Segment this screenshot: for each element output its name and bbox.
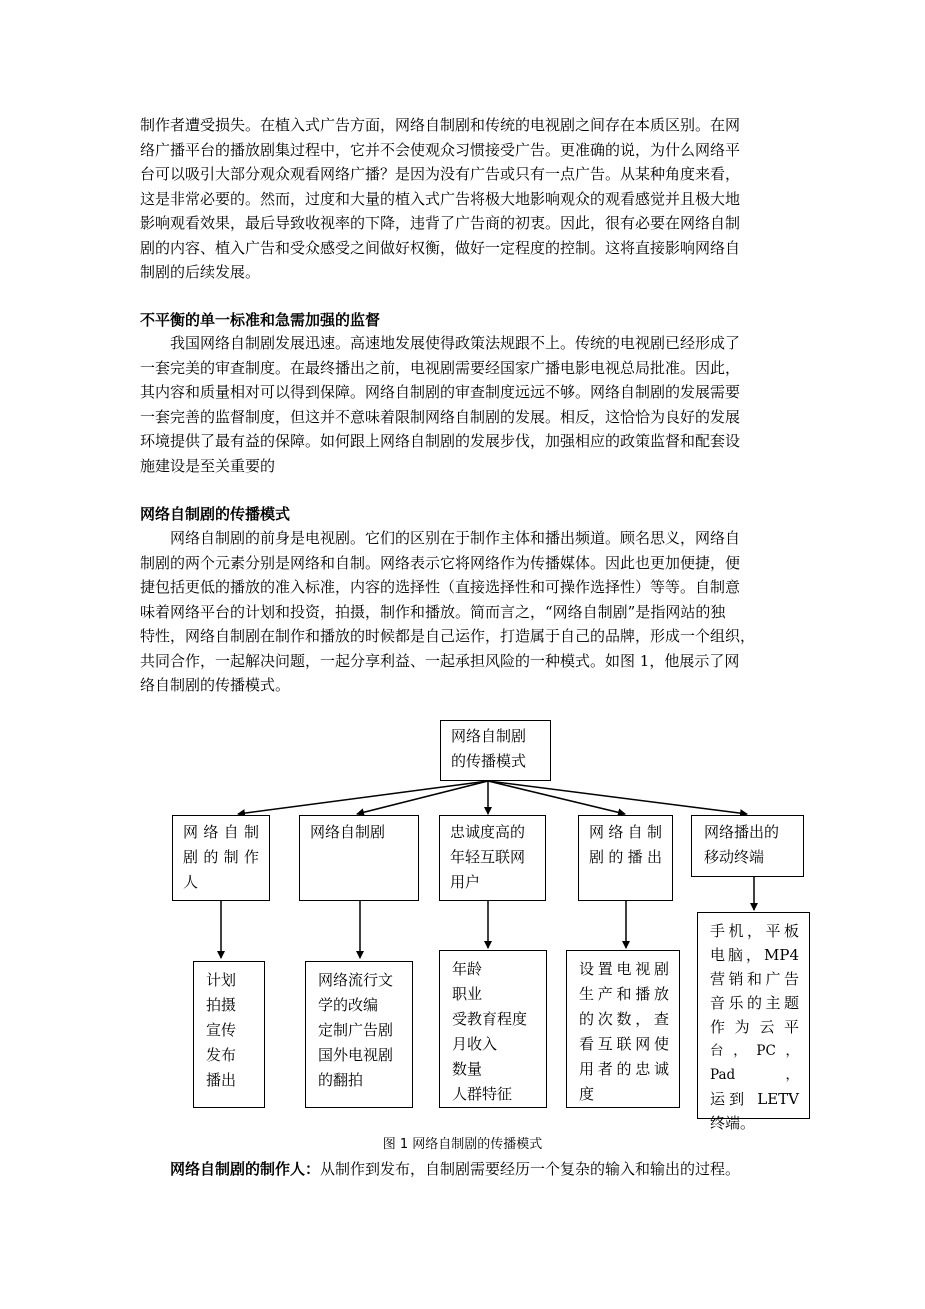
box-line: 终端。 xyxy=(710,1114,756,1132)
diagram-box-demographics xyxy=(439,950,547,1108)
arrow-root-to-producer xyxy=(238,781,488,814)
diagram-box-mobile xyxy=(691,815,804,877)
diagram-box-broadcast xyxy=(578,815,673,901)
box-line: 剧的播出 xyxy=(589,848,662,866)
text-line: 络广播平台的播放剧集过程中，它并不会使观众习惯接受广告。更准确的说，为什么网络平 xyxy=(140,140,741,159)
text-line: 共同合作，一起解决问题，一起分享利益、一起承担风险的一种模式。如图 1，他展示了网 xyxy=(140,651,740,670)
diagram-box-terminals xyxy=(697,912,810,1132)
text-line: 一套完善的监督制度，但这并不意味着限制网络自制剧的发展。相反，这恰恰为良好的发展 xyxy=(140,407,741,426)
section-heading-supervision: 不平衡的单一标准和急需加强的监督 xyxy=(140,311,381,329)
text-line: 制剧的两个元素分别是网络和自制。网络表示它将网络作为传播媒体。因此也更加便捷，便 xyxy=(140,553,741,572)
box-line: 网络自制 xyxy=(589,823,662,841)
box-line: 台，PC，Pad， xyxy=(710,1043,799,1083)
box-line: 作为云平 xyxy=(710,1018,799,1036)
diagram-box-users xyxy=(439,815,546,901)
box-line: 网络流行文 xyxy=(318,971,394,989)
diagram-box-adapt xyxy=(305,961,413,1108)
text-line: 制作者遭受损失。在植入式广告方面，网络自制剧和传统的电视剧之间存在本质区别。在网 xyxy=(140,116,741,134)
box-line: 宣传 xyxy=(206,1021,237,1039)
box-line: 电脑，MP4 xyxy=(710,946,799,964)
box-line: 人 xyxy=(183,873,199,891)
text-line: 影响观看效果，最后导致收视率的下降，违背了广告商的初衷。因此，很有必要在网络自制 xyxy=(140,214,741,232)
text-line: 网络自制剧的前身是电视剧。它们的区别在于制作主体和播出频道。顾名思义，网络自 xyxy=(170,529,741,547)
arrow-root-to-broadcast xyxy=(488,781,625,814)
box-line: 手机，平板 xyxy=(710,922,799,940)
box-line: 音乐的主题 xyxy=(710,994,799,1012)
diagram-box-selfmade xyxy=(299,815,419,901)
box-line: 年轻互联网 xyxy=(450,848,526,866)
box-line: 的传播模式 xyxy=(451,752,527,770)
box-line: 运到 LETV xyxy=(710,1090,799,1108)
text-line: 捷包括更低的播放的准入标准，内容的选择性（直接选择性和可操作选择性）等等。自制意 xyxy=(140,578,741,596)
text-line: 味着网络平台的计划和投资，拍摄，制作和播放。简而言之，“网络自制剧”是指网站的独 xyxy=(140,602,726,621)
box-line: 看互联网使 xyxy=(579,1035,669,1053)
box-line: 人群特征 xyxy=(452,1085,513,1103)
box-line: 网络播出的 xyxy=(704,823,780,841)
text-line: 其内容和质量相对可以得到保障。网络自制剧的审查制度远远不够。网络自制剧的发展需要 xyxy=(140,383,741,401)
text-line: 制剧的后续发展。 xyxy=(140,263,261,281)
box-line: 用者的忠诚 xyxy=(579,1060,669,1078)
text-line: 台可以吸引大部分观众观看网络广播？是因为没有广告或只有一点广告。从某种角度来看， xyxy=(140,165,741,183)
box-line: 月收入 xyxy=(452,1035,498,1053)
closing-paragraph xyxy=(170,1157,740,1181)
diagram-box-producer xyxy=(172,815,270,901)
box-line: 计划 xyxy=(206,971,237,989)
box-line: 学的改编 xyxy=(318,996,379,1014)
figure-caption: 图 1 网络自制剧的传播模式 xyxy=(382,1137,543,1152)
box-line: 国外电视剧 xyxy=(318,1046,394,1064)
box-line: 移动终端 xyxy=(704,848,765,866)
box-line: 受教育程度 xyxy=(452,1010,528,1028)
text-line: 络自制剧的传播模式。 xyxy=(140,676,291,694)
diagram-box-settings xyxy=(566,950,680,1108)
diagram-root-box xyxy=(440,720,551,781)
box-line: 职业 xyxy=(452,985,483,1003)
box-line: 网络自制 xyxy=(183,823,259,841)
text-line: 这是非常必要的。然而，过度和大量的植入式广告将极大地影响观众的观看感觉并且极大地 xyxy=(140,189,741,208)
text-line: 一套完美的审查制度。在最终播出之前，电视剧需要经国家广播电影电视总局批准。因此， xyxy=(140,358,741,377)
closing-text: 从制作到发布，自制剧需要经历一个复杂的输入和输出的过程。 xyxy=(320,1160,741,1178)
box-line: 度 xyxy=(579,1085,595,1103)
box-line: 网络自制剧 xyxy=(451,727,527,745)
box-line: 年龄 xyxy=(452,960,483,978)
box-line: 忠诚度高的 xyxy=(450,823,526,841)
box-line: 用户 xyxy=(450,873,481,891)
arrow-root-to-mobile xyxy=(488,781,747,814)
diagram-box-plan xyxy=(193,961,265,1108)
text-line: 施建设是至关重要的 xyxy=(140,456,276,475)
box-line: 发布 xyxy=(206,1046,237,1064)
closing-bold-term: 网络自制剧的制作人： xyxy=(170,1160,321,1178)
text-line: 环境提供了最有益的保障。如何跟上网络自制剧的发展步伐，加强相应的政策监督和配套设 xyxy=(140,432,741,450)
text-line: 特性，网络自制剧在制作和播放的时候都是自己运作，打造属于自己的品牌，形成一个组织， xyxy=(140,627,756,645)
arrow-root-to-selfmade xyxy=(357,781,488,814)
box-line: 的翻拍 xyxy=(318,1071,364,1089)
box-line: 数量 xyxy=(452,1060,483,1078)
box-line: 定制广告剧 xyxy=(318,1021,394,1039)
box-line: 营销和广告 xyxy=(710,970,799,988)
box-line: 播出 xyxy=(206,1071,237,1089)
text-line: 剧的内容、植入广告和受众感受之间做好权衡，做好一定程度的控制。这将直接影响网络自 xyxy=(140,238,741,257)
box-line: 剧的制作 xyxy=(183,848,259,866)
box-line: 网络自制剧 xyxy=(310,823,386,841)
box-line: 拍摄 xyxy=(206,996,237,1014)
box-line: 的次数，查 xyxy=(579,1010,669,1028)
section-heading-propagation: 网络自制剧的传播模式 xyxy=(140,505,291,523)
text-line: 我国网络自制剧发展迅速。高速地发展使得政策法规跟不上。传统的电视剧已经形成了 xyxy=(170,334,741,352)
box-line: 生产和播放 xyxy=(579,985,669,1003)
box-line: 设置电视剧 xyxy=(579,960,669,978)
